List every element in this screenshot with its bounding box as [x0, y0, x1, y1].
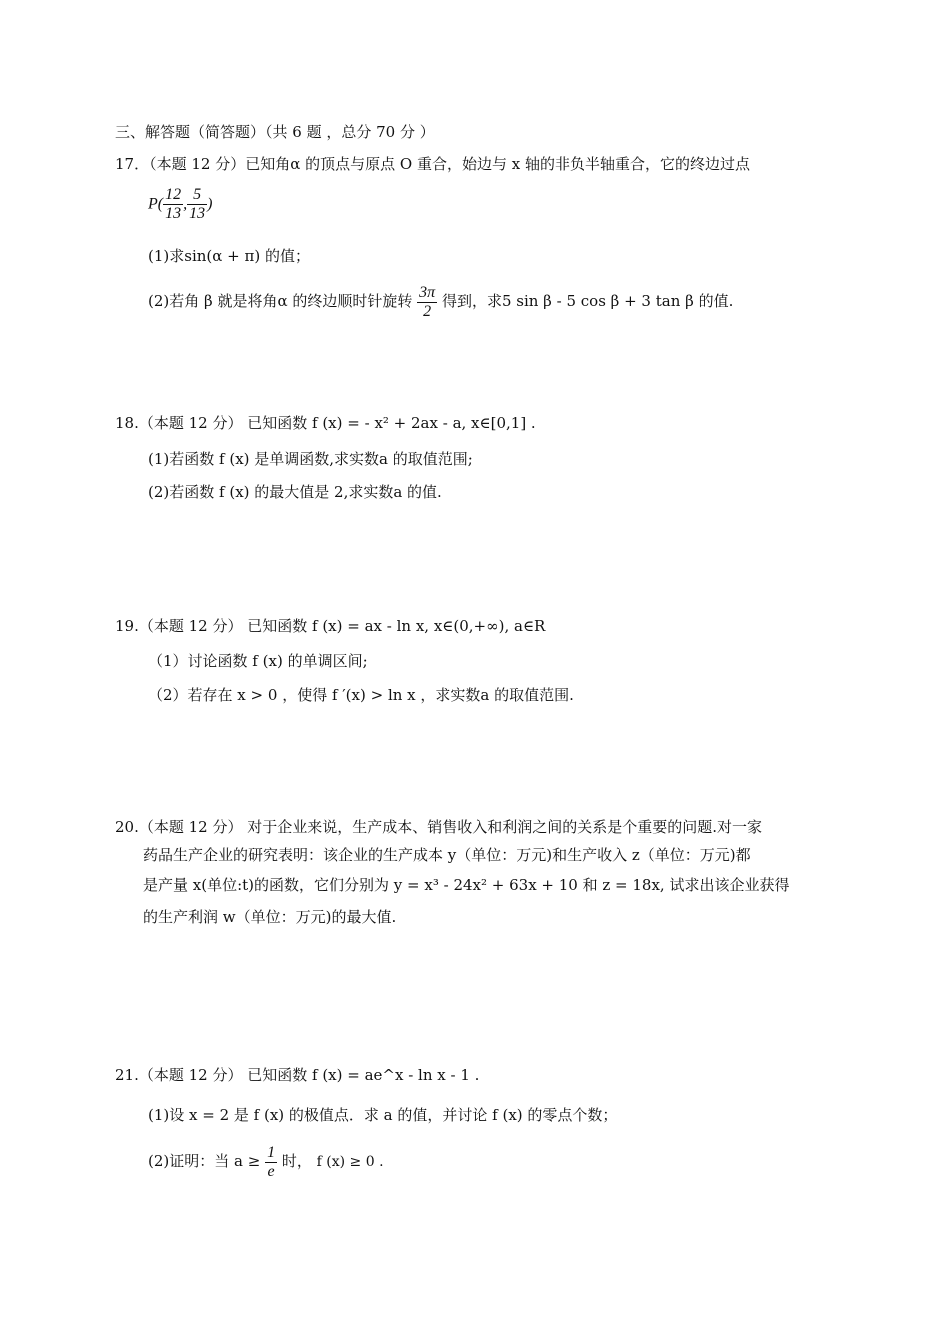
q21-part2-c: f (x) ≥ 0 .	[316, 1154, 384, 1170]
q17-stem: 17．（本题 12 分）已知角α 的顶点与原点 O 重合，始边与 x 轴的非负半轴重合，它的终边过点	[115, 155, 750, 173]
q18-part1: (1)若函数 f (x) 是单调函数,求实数a 的取值范围;	[148, 450, 473, 468]
q21-part2-frac	[265, 1144, 277, 1181]
q17-part2-b: 得到，求5 sin β - 5 cos β + 3 tan β 的值.	[441, 292, 734, 310]
q19-stem: 19.（本题 12 分） 已知函数 f (x) = ax - ln x, x∈(0,+∞), a∈R	[115, 617, 546, 635]
q21-part2	[148, 1140, 384, 1183]
q17-part2-frac-den: 2	[423, 302, 432, 320]
q17-point-sep: ,	[183, 195, 188, 213]
q17-frac-1-num: 12	[165, 186, 182, 203]
q20-line-2: 药品生产企业的研究表明：该企业的生产成本 y（单位：万元)和生产收入 z（单位：万元)都	[143, 846, 751, 864]
q17-frac-1-den: 13	[165, 205, 182, 222]
q21-part2-frac-num: 1	[267, 1143, 276, 1161]
q17-frac-2-num: 5	[187, 186, 207, 205]
q17-part2-frac-num: 3π	[419, 283, 436, 301]
q18-stem: 18.（本题 12 分） 已知函数 f (x) = - x² + 2ax - a, x∈[0,1] .	[115, 414, 536, 432]
q17-part1: (1)求sin(α + π) 的值；	[148, 247, 310, 265]
q19-part2: （2）若存在 x > 0 ，使得 f ′(x) > ln x ，求实数a 的取值范围.	[148, 686, 574, 704]
q17-part2-a: (2)若角 β 就是将角α 的终边顺时针旋转	[148, 292, 413, 310]
q20-line-3: 是产量 x(单位:t)的函数，它们分别为 y = x³ - 24x² + 63x + 10 和 z = 18x, 试求出该企业获得	[143, 876, 790, 894]
q21-part1: (1)设 x = 2 是 f (x) 的极值点．求 a 的值，并讨论 f (x) 的零点个数；	[148, 1106, 618, 1124]
q21-part2-b: 时，	[281, 1152, 312, 1170]
q17-point	[148, 186, 212, 223]
q17-part2	[148, 280, 733, 322]
q18-part2: (2)若函数 f (x) 的最大值是 2,求实数a 的值.	[148, 483, 442, 501]
q17-frac-2-den: 13	[189, 205, 206, 222]
q17-frac-2	[187, 186, 207, 223]
q17-part2-frac	[417, 284, 437, 321]
q21-part2-frac-den: e	[267, 1162, 275, 1180]
q17-frac-1	[163, 186, 183, 223]
q17-point-suffix: )	[207, 195, 213, 213]
q17-point-prefix: P(	[148, 195, 164, 213]
q21-stem: 21.（本题 12 分） 已知函数 f (x) = ae^x - ln x - 1 .	[115, 1066, 480, 1084]
q21-part2-a: (2)证明：当 a ≥	[148, 1152, 261, 1170]
q20-line-4: 的生产利润 w（单位：万元)的最大值.	[143, 908, 397, 926]
section-header: 三、解答题（简答题）（共 6 题 ，总分 70 分 ）	[115, 123, 435, 141]
q20-line-1: 20.（本题 12 分） 对于企业来说，生产成本、销售收入和利润之间的关系是个重要的问题.对一家	[115, 818, 763, 836]
q19-part1: （1）讨论函数 f (x) 的单调区间;	[148, 652, 368, 670]
